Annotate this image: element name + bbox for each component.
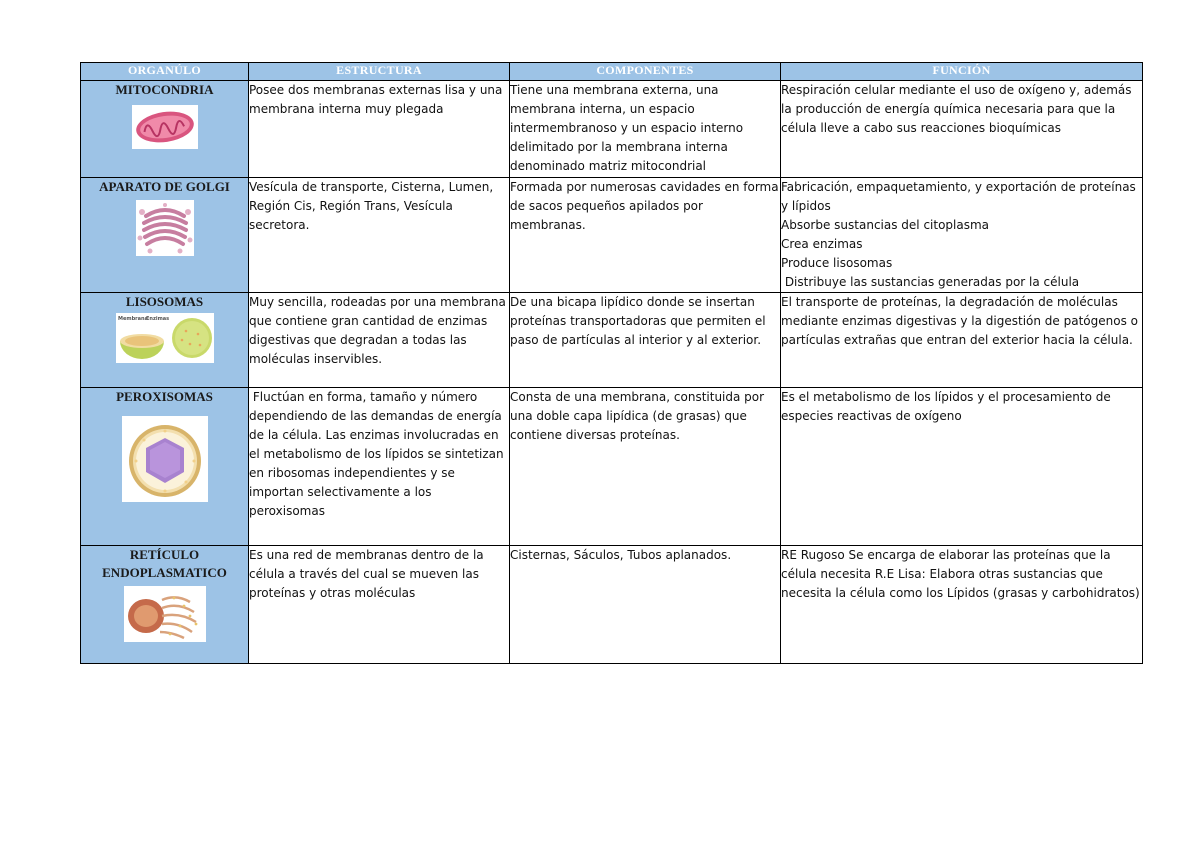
organelle-name: PEROXISOMAS: [116, 389, 213, 404]
estructura-text: Posee dos membranas externas lisa y una membrana interna muy plegada: [249, 83, 503, 116]
peroxisome-illustration-icon: [122, 416, 208, 502]
header-funcion: FUNCIÓN: [781, 63, 1143, 81]
header-organulo: ORGANÚLO: [81, 63, 249, 81]
organelle-cell: [81, 81, 249, 178]
organelles-table: [80, 62, 1143, 664]
table-row: [81, 293, 1143, 388]
componentes-text: De una bicapa lipídico donde se insertan proteínas transportadoras que permiten el paso de partículas al interior y al exterior.: [510, 295, 766, 347]
funcion-cell: [781, 293, 1143, 388]
funcion-line: Produce lisosomas: [781, 256, 893, 270]
funcion-cell: [781, 81, 1143, 178]
header-row: [81, 63, 1143, 81]
funcion-line: Absorbe sustancias del citoplasma: [781, 218, 990, 232]
componentes-cell: [510, 81, 781, 178]
lysosome-label-enzimas: Enzimas: [145, 316, 169, 322]
componentes-text: Consta de una membrana, constituida por una doble capa lipídica (de grasas) que contiene diversas proteínas.: [510, 390, 765, 442]
funcion-cell: [781, 178, 1143, 293]
golgi-apparatus-illustration-icon: [136, 200, 194, 256]
organelle-name: LISOSOMAS: [125, 294, 204, 309]
estructura-cell: [249, 388, 510, 546]
componentes-text: Formada por numerosas cavidades en forma de sacos pequeños apilados por membranas.: [510, 180, 779, 232]
organelle-cell: [81, 546, 249, 664]
table-row: [81, 178, 1143, 293]
organelle-name: RETÍCULO ENDOPLASMATICO: [102, 547, 227, 580]
funcion-line: Crea enzimas: [781, 237, 863, 251]
lysosome-illustration-icon: [116, 313, 214, 363]
mitochondria-illustration-icon: [132, 105, 198, 149]
funcion-text: Es el metabolismo de los lípidos y el procesamiento de especies reactivas de oxígeno: [781, 390, 1111, 423]
estructura-cell: [249, 546, 510, 664]
estructura-text: Es una red de membranas dentro de la célula a través del cual se mueven las proteínas y otras moléculas: [249, 548, 484, 600]
funcion-cell: [781, 388, 1143, 546]
table-row: [81, 81, 1143, 178]
organelle-cell: [81, 293, 249, 388]
organelle-name: APARATO DE GOLGI: [99, 179, 230, 194]
funcion-text: El transporte de proteínas, la degradación de moléculas mediante enzimas digestivas y la digestión de patógenos o partículas extrañas que entran del exterior hacia la célula.: [781, 295, 1138, 347]
funcion-cell: [781, 546, 1143, 664]
componentes-cell: [510, 388, 781, 546]
table-row: [81, 388, 1143, 546]
componentes-text: Cisternas, Sáculos, Tubos aplanados.: [510, 548, 732, 562]
componentes-text: Tiene una membrana externa, una membrana interna, un espacio intermembranoso y un espacio interno delimitado por la membrana interna denominado matriz mitocondrial: [510, 83, 744, 173]
componentes-cell: [510, 178, 781, 293]
estructura-text: Fluctúan en forma, tamaño y número dependiendo de las demandas de energía de la célula. Las enzimas involucradas en el metabolismo de los lípidos se sintetizan en ribosomas independientes y se importan selectivamente a los peroxisomas: [249, 390, 508, 518]
endoplasmic-reticulum-illustration-icon: [124, 586, 206, 642]
componentes-cell: [510, 293, 781, 388]
estructura-text: Muy sencilla, rodeadas por una membrana que contiene gran cantidad de enzimas digestivas que degradan a todas las moléculas inservibles.: [249, 295, 506, 366]
table-row: [81, 546, 1143, 664]
organelle-name: MITOCONDRIA: [115, 82, 214, 97]
funcion-line: Fabricación, empaquetamiento, y exportación de proteínas y lípidos: [781, 180, 1136, 213]
header-estructura: ESTRUCTURA: [249, 63, 510, 81]
componentes-cell: [510, 546, 781, 664]
funcion-text: Respiración celular mediante el uso de oxígeno y, además la producción de energía química necesaria para que la célula lleve a cabo sus reacciones bioquímicas: [781, 83, 1132, 135]
estructura-text: Vesícula de transporte, Cisterna, Lumen, Región Cis, Región Trans, Vesícula secretora.: [249, 180, 494, 232]
estructura-cell: [249, 178, 510, 293]
estructura-cell: [249, 293, 510, 388]
funcion-line: Distribuye las sustancias generadas por la célula: [781, 275, 1080, 289]
lysosome-label-membrana: Membrana: [117, 316, 148, 322]
estructura-cell: [249, 81, 510, 178]
funcion-text: RE Rugoso Se encarga de elaborar las proteínas que la célula necesita R.E Lisa: Elabora otras sustancias que necesita la célula como los Lípidos (grasas y carbohidratos): [781, 548, 1140, 600]
organelle-cell: [81, 178, 249, 293]
header-componentes: COMPONENTES: [510, 63, 781, 81]
organelle-cell: [81, 388, 249, 546]
